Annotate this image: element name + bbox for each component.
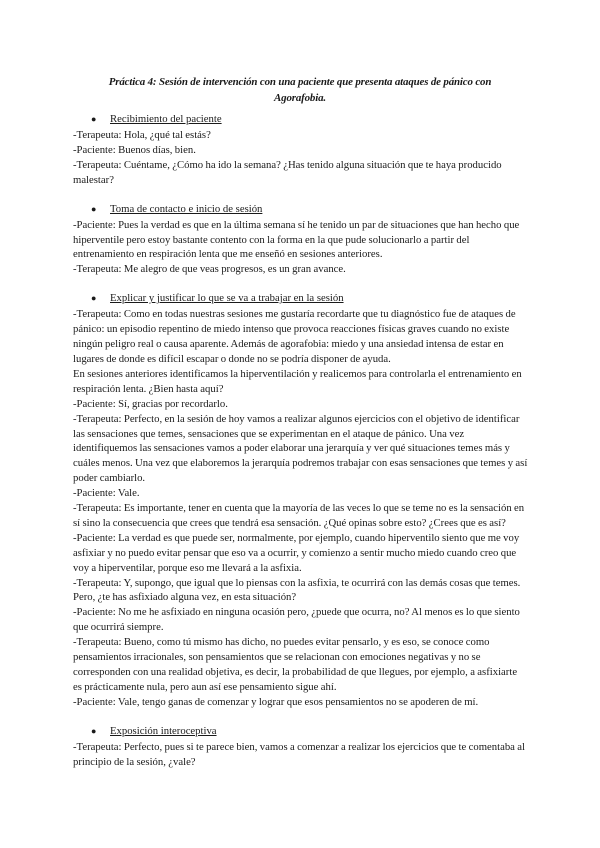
- title-line-2: Agorafobia.: [274, 92, 326, 104]
- dialogue-line: -Paciente: Sí, gracias por recordarlo.: [73, 397, 228, 410]
- section-heading-text: Recibimiento del paciente: [110, 113, 222, 125]
- dialogue-line: -Paciente: Pues la verdad es que en la última semana sí he tenido un par de situaciones que han hecho que hiperventile pero estoy bastante contento con la forma en la que pude solucionarlo a partir del entrenamiento en respiración lenta que me enseñó en sesiones anteriores.: [73, 218, 520, 261]
- bullet-icon: ●: [91, 293, 97, 304]
- dialogue-line: -Terapeuta: Cuéntame, ¿Cómo ha ido la semana? ¿Has tenido alguna situación que te haya producido malestar?: [73, 158, 502, 186]
- section-heading: [73, 291, 528, 307]
- dialogue-line: -Terapeuta: Es importante, tener en cuenta que la mayoría de las veces lo que se teme no es la sensación en sí sino la consecuencia que crees que tendrá esa sensación. ¿Qué opinas sobre esto? ¿Crees que es así?: [73, 502, 525, 529]
- dialogue-line: En sesiones anteriores identificamos la hiperventilación y realicemos para controlarla el entrenamiento en respiración lenta. ¿Bien hasta aquí?: [73, 367, 522, 395]
- document-title: [80, 74, 520, 106]
- bullet-icon: ●: [91, 725, 97, 736]
- document-body: [73, 112, 528, 770]
- section-heading-text: Exposición interoceptiva: [110, 724, 217, 737]
- dialogue-line: -Terapeuta: Perfecto, en la sesión de hoy vamos a realizar algunos ejercicios con el objetivo de identificar las sensaciones que temes, sensaciones que se experimentan en el ataque de pánico. Una vez identifiquemos las sensaciones vamos a poder elaborar una jerarquía y ver qué situaciones temes más y cuáles menos. Una vez que elaboremos la jerarquía podremos trabajar con esas sensaciones que temes y así poder cambiarlo.: [73, 412, 528, 485]
- dialogue-line: -Paciente: Buenos días, bien.: [73, 143, 196, 156]
- dialogue-line: -Terapeuta: Hola, ¿qué tal estás?: [73, 129, 211, 141]
- dialogue-line: -Paciente: La verdad es que puede ser, normalmente, por ejemplo, cuando hiperventilo siento que me voy asfixiar y no puedo evitar pensar que eso va a ocurrir, y comienzo a sentir mucho miedo cuando creo que voy a hiperventilar, porque eso me llevará a la asfixia.: [73, 531, 520, 574]
- section-heading-text: Explicar y justificar lo que se va a trabajar en la sesión: [110, 292, 344, 305]
- dialogue-line: -Paciente: Vale.: [73, 487, 140, 500]
- dialogue-line: -Terapeuta: Perfecto, pues si te parece bien, vamos a comenzar a realizar los ejercicios que te comentaba al principio de la sesión, ¿vale?: [73, 740, 525, 768]
- dialogue-line: -Terapeuta: Me alegro de que veas progresos, es un gran avance.: [73, 263, 346, 276]
- dialogue-line: -Terapeuta: Bueno, como tú mismo has dicho, no puedes evitar pensarlo, y es eso, se conoce como pensamientos irracionales, son pensamientos que se relacionan con emociones negativas y no se corresponden con una realidad objetiva, es decir, la probabilidad de que llegues, por ejemplo, a asfixiarte es prácticamente nula, pero aun así ese pensamiento sigue ahí.: [73, 636, 518, 693]
- section-heading: [73, 112, 528, 128]
- bullet-icon: ●: [91, 114, 97, 124]
- dialogue-line: -Terapeuta: Y, supongo, que igual que lo piensas con la asfixia, te ocurrirá con las demás cosas que temes. Pero, ¿te has asfixiado alguna vez, en esta situación?: [73, 576, 521, 604]
- dialogue-line: -Paciente: No me he asfixiado en ninguna ocasión pero, ¿puede que ocurra, no? Al menos es lo que siento que ocurrirá siempre.: [73, 606, 520, 634]
- section-heading: [73, 202, 528, 218]
- bullet-icon: ●: [91, 203, 97, 214]
- dialogue-line: -Paciente: Vale, tengo ganas de comenzar y lograr que esos pensamientos no se apoderen de mí.: [73, 695, 479, 708]
- section-heading: [73, 724, 528, 740]
- section-heading-text: Toma de contacto e inicio de sesión: [110, 202, 263, 215]
- title-line-1: Práctica 4: Sesión de intervención con una paciente que presenta ataques de pánico con: [108, 76, 492, 88]
- dialogue-line: -Terapeuta: Como en todas nuestras sesiones me gustaría recordarte que tu diagnóstico fue de ataques de pánico: un episodio repentino de miedo intenso que provoca reacciones físicas graves cuando no existe ningún peligro real o causa aparente. Además de agorafobia: miedo y una ansiedad intensa de estar en lugares de donde es difícil escapar o donde no se podría disponer de ayuda.: [73, 308, 516, 365]
